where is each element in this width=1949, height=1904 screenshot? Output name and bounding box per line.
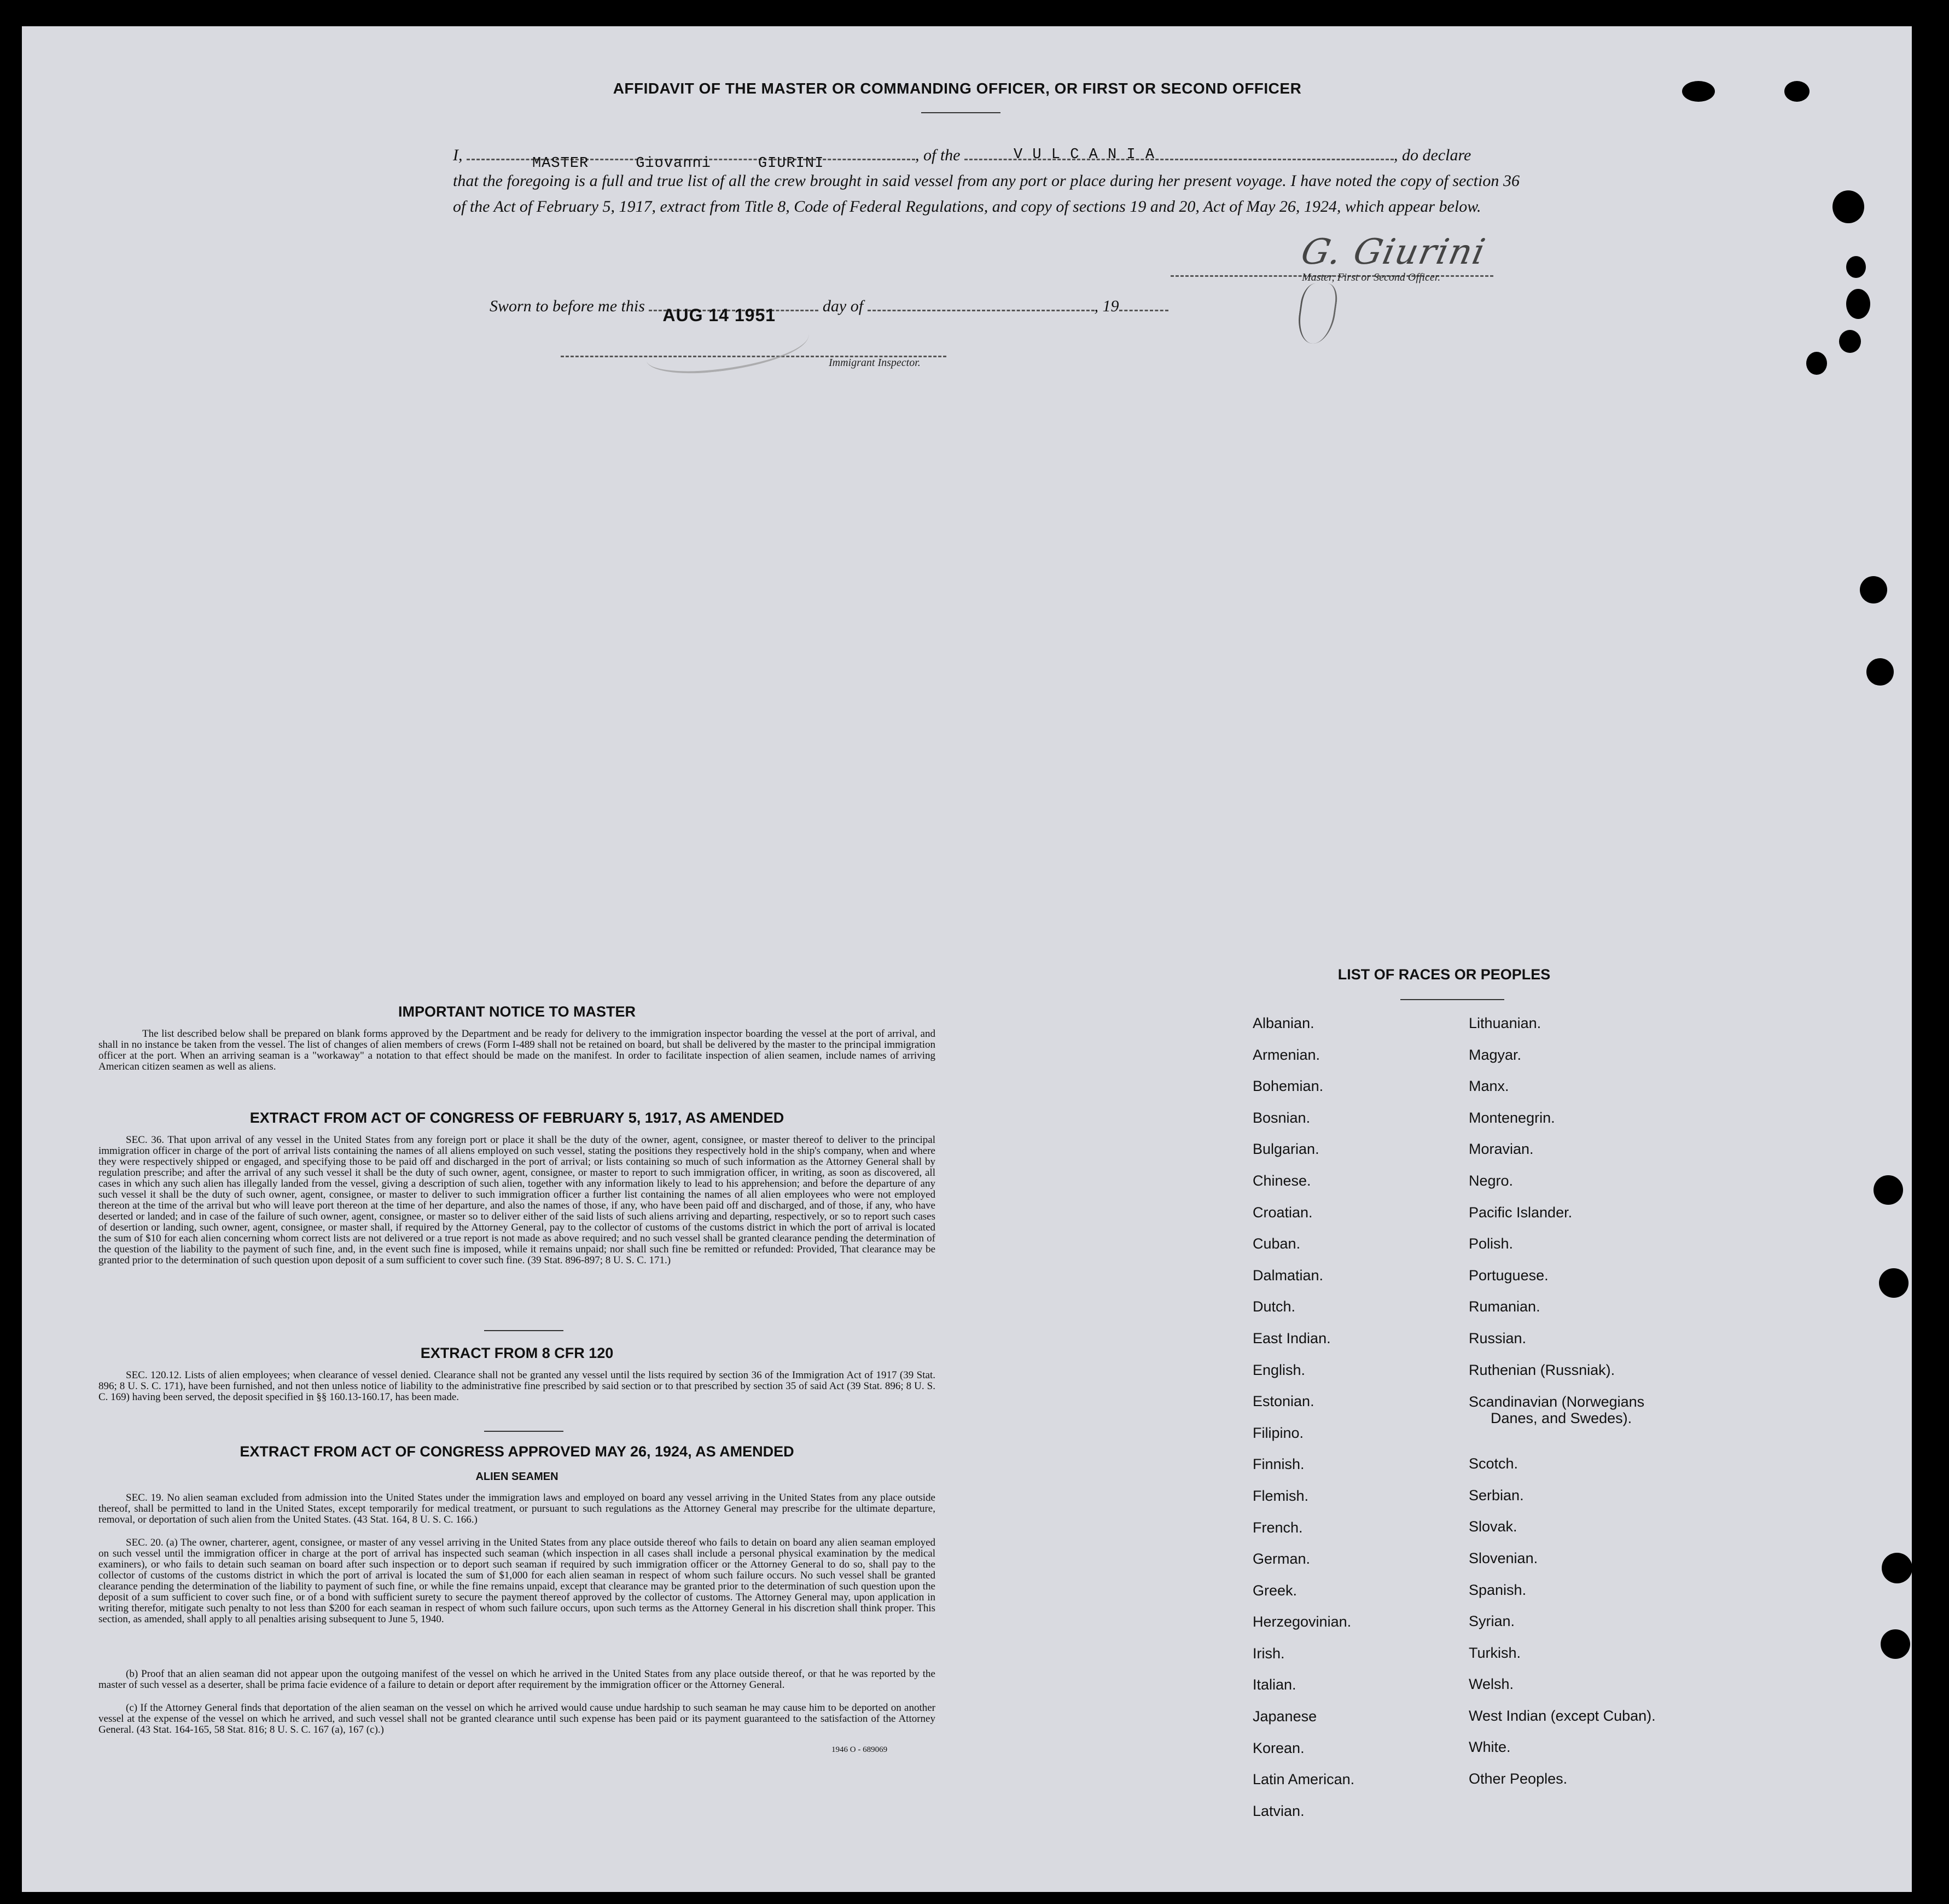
- race-list-item: Latin American.: [1253, 1771, 1355, 1788]
- race-list-item: Dutch.: [1253, 1298, 1296, 1315]
- sec-20b-text: (b) Proof that an alien seaman did not appear upon the outgoing manifest of the vessel on which he arrived in the United States from any place outside thereof, or that he was reported by the master of such vessel as a deserter, shall be prima facie evidence of a failure to detain or deport after requirement by the immigration officer or the Attorney General.: [98, 1668, 935, 1691]
- race-list-item: Albanian.: [1253, 1015, 1314, 1031]
- race-list-item: Manx.: [1469, 1078, 1509, 1095]
- race-list-item: Slovenian.: [1469, 1549, 1538, 1566]
- extract-cfr-title: EXTRACT FROM 8 CFR 120: [420, 1345, 614, 1361]
- race-list-item: Rumanian.: [1469, 1298, 1540, 1315]
- notice-title: IMPORTANT NOTICE TO MASTER: [398, 1003, 636, 1020]
- word-of-the: , of the: [915, 146, 961, 164]
- word-i: I,: [453, 146, 463, 164]
- race-list-item: Spanish.: [1469, 1581, 1527, 1598]
- race-list-item: Scandinavian (Norwegians: [1469, 1394, 1645, 1410]
- race-list-item: Moravian.: [1469, 1141, 1534, 1158]
- alien-seamen-subtitle: ALIEN SEAMEN: [475, 1471, 558, 1483]
- race-list-item: Italian.: [1253, 1676, 1296, 1693]
- declarant-field: [467, 155, 915, 172]
- punch-hole: [1784, 81, 1810, 102]
- day-of-label: day of: [822, 297, 864, 315]
- races-right-column: [1469, 1008, 1656, 1795]
- race-list-item: Portuguese.: [1469, 1267, 1549, 1284]
- race-list-item: Croatian.: [1253, 1204, 1313, 1221]
- race-list-item: Turkish.: [1469, 1644, 1521, 1661]
- race-list-item: Lithuanian.: [1469, 1015, 1541, 1031]
- document-page: [22, 26, 1912, 1892]
- punch-hole: [1874, 1175, 1903, 1205]
- race-list-item: Latvian.: [1253, 1802, 1305, 1819]
- race-list-item: East Indian.: [1253, 1330, 1331, 1346]
- race-list-item: Irish.: [1253, 1645, 1285, 1662]
- extract-1924-title: EXTRACT FROM ACT OF CONGRESS APPROVED MAY 26, 1924, AS AMENDED: [240, 1443, 794, 1460]
- race-list-item: Scotch.: [1469, 1455, 1519, 1472]
- race-list-item: Armenian.: [1253, 1046, 1320, 1063]
- race-list-item: Bosnian.: [1253, 1109, 1311, 1126]
- race-list-item: White.: [1469, 1739, 1511, 1756]
- year-label: , 19: [1094, 297, 1119, 315]
- races-left-column: [1253, 1008, 1354, 1827]
- race-list-item: Japanese: [1253, 1708, 1317, 1725]
- master-signature: G. Giurini: [1298, 232, 1490, 272]
- race-list-item: Bohemian.: [1253, 1078, 1324, 1095]
- sec-20c-text: (c) If the Attorney General finds that deportation of the alien seaman on the vessel on which he arrived would cause undue hardship to such seaman he may cause him to be deported on another vessel at the expense of the vessel on which he arrived, and such vessel shall not be granted clearance until such expense has been paid or its payment guaranteed to the satisfaction of the Attorney General. (43 Stat. 164-165, 58 Stat. 816; 8 U. S. C. 167 (a), 167 (c).): [98, 1702, 935, 1735]
- affidavit-body: [453, 142, 1520, 219]
- races-title: LIST OF RACES OR PEOPLES: [1337, 966, 1551, 983]
- race-list-item: Danes, and Swedes).: [1491, 1410, 1632, 1427]
- year-field: [1119, 310, 1168, 311]
- race-list-item: Syrian.: [1469, 1613, 1515, 1630]
- race-list-item: Pacific Islander.: [1469, 1204, 1573, 1221]
- race-list-item: Chinese.: [1253, 1172, 1311, 1189]
- sworn-date-field: [649, 305, 818, 325]
- punch-hole: [1882, 1553, 1912, 1583]
- declarant-name: MASTER Giovanni GIURINI: [532, 155, 824, 172]
- sworn-label: Sworn to before me this: [490, 297, 645, 315]
- punch-hole: [1846, 256, 1866, 278]
- affidavit-line-1: [453, 142, 1520, 172]
- divider: [484, 1330, 563, 1331]
- race-list-item: German.: [1253, 1551, 1311, 1568]
- punch-hole: [1832, 190, 1864, 223]
- divider: [484, 1431, 563, 1432]
- affidavit-statement: that the foregoing is a full and true list of all the crew brought in said vessel from any port or place during her present voyage. I have noted the copy of section 36 of the Act of February 5, 1917, extract from Title 8, Code of Federal Regulations, and copy of sections 19 and 20, Act of May 26, 1924, which appear below.: [453, 172, 1520, 216]
- race-list-item: Magyar.: [1469, 1046, 1522, 1063]
- race-list-item: Estonian.: [1253, 1393, 1314, 1410]
- affidavit-title: AFFIDAVIT OF THE MASTER OR COMMANDING OFFICER, OR FIRST OR SECOND OFFICER: [613, 80, 1302, 97]
- extract-1917-text: SEC. 36. That upon arrival of any vessel in the United States from any foreign port or place it shall be the duty of the owner, agent, consignee, or master thereof to deliver to the principal immigration officer in charge of the port of arrival lists containing the names of all aliens employed on such vessel, stating the positions they respectively hold in the ship's company, when and where they were respectively shipped or engaged, and specifying those to be paid off and discharged in the port of arrival; or lists containing so much of such information as the Attorney General shall by regulation prescribe; and after the arrival of any such vessel it shall be the duty of such owner, agent, consignee, or master to report to such immigration officer, in writing, as soon as discovered, all cases in which any such alien has illegally landed from the vessel, giving a description of such alien, together with any information likely to lead to his apprehension; and before the departure of any such vessel it shall be the duty of such owner, agent, consignee, or master to deliver to such immigration officer a further list containing the names of all alien employees who were not employed thereon at the time of the arrival but who will leave port thereon at the time of her departure, and also the names of those, if any, who have been paid off and discharged, and of those, if any, who have deserted or landed; and in case of the failure of such owner, agent, consignee, or master so to deliver either of the said lists of such aliens arriving and departing, respectively, or so to report such cases of desertion or landing, such owner, agent, consignee, or master shall, if required by the Attorney General, pay to the collector of customs of the customs district in which the port of arrival is located the sum of $10 for each alien concerning whom correct lists are not delivered or a true report is not made as above required; and no such vessel shall be granted clearance pending the determination of the question of the liability to the payment of such fine, and, in the event such fine is imposed, while it remains unpaid; nor shall such fine be remitted or refunded: Provided, That clearance may be granted prior to the determination of such question upon deposit of a sum sufficient to cover such fine. (39 Stat. 896-897; 8 U. S. C. 171.): [98, 1134, 935, 1266]
- notice-text: The list described below shall be prepared on blank forms approved by the Department and be ready for delivery to the immigration inspector boarding the vessel at the port of arrival, and shall in no instance be taken from the vessel. The list of changes of alien members of crews (Form I-489 shall not be retained on board, but shall be delivered by the master to the principal immigration officer at the port. When an arriving seaman is a "workaway" a notation to that effect should be made on the manifest. In order to facilitate inspection of alien seamen, include names of arriving American citizen seamen as well as aliens.: [98, 1028, 935, 1072]
- races-title-underline: [1400, 999, 1504, 1000]
- punch-hole: [1879, 1268, 1909, 1298]
- race-list-item: Dalmatian.: [1253, 1267, 1324, 1284]
- race-list-item: Russian.: [1469, 1330, 1527, 1346]
- master-signature-caption: Master, First or Second Officer.: [1302, 271, 1441, 283]
- punch-hole: [1846, 289, 1870, 319]
- race-list-item: French.: [1253, 1519, 1303, 1536]
- race-list-item: Other Peoples.: [1469, 1771, 1568, 1787]
- race-list-item: Greek.: [1253, 1582, 1298, 1599]
- signature-flourish: [1295, 283, 1339, 344]
- race-list-item: Polish.: [1469, 1235, 1514, 1252]
- extract-cfr-text: SEC. 120.12. Lists of alien employees; when clearance of vessel denied. Clearance shall not be granted any vessel until the lists required by section 36 of the Immigration Act of 1917 (39 Stat. 896; 8 U. S. C. 171), have been furnished, and not then unless notice of liability to the administrative fine prescribed by said section or to that prescribed by section 35 of said Act (39 Stat. 896; 8 U. S. C. 169) having been served, the deposit specified in §§ 160.13-160.17, has been made.: [98, 1369, 935, 1403]
- inspector-caption: Immigrant Inspector.: [829, 357, 921, 369]
- race-list-item: Ruthenian (Russniak).: [1469, 1361, 1615, 1378]
- month-field: [868, 310, 1095, 311]
- punch-hole: [1881, 1629, 1910, 1659]
- print-code: 1946 O - 689069: [831, 1745, 888, 1754]
- race-list-item: Negro.: [1469, 1172, 1514, 1189]
- extract-1917-title: EXTRACT FROM ACT OF CONGRESS OF FEBRUARY 5, 1917, AS AMENDED: [249, 1110, 784, 1126]
- race-list-item: Cuban.: [1253, 1235, 1301, 1252]
- vessel-field: [964, 147, 1394, 163]
- race-list-item: Montenegrin.: [1469, 1109, 1555, 1126]
- sworn-date-stamp: AUG 14 1951: [662, 305, 776, 325]
- race-list-item: West Indian (except Cuban).: [1469, 1707, 1656, 1724]
- race-list-item: Serbian.: [1469, 1487, 1524, 1504]
- sworn-line: [490, 297, 1283, 325]
- race-list-item: Filipino.: [1253, 1424, 1304, 1441]
- race-list-item: English.: [1253, 1361, 1306, 1378]
- vessel-name: V U L C A N I A: [1014, 147, 1155, 163]
- race-list-item: Slovak.: [1469, 1518, 1517, 1535]
- punch-hole: [1866, 658, 1894, 686]
- title-underline: [921, 112, 1000, 113]
- race-list-item: Korean.: [1253, 1739, 1305, 1756]
- sec-19-text: SEC. 19. No alien seaman excluded from admission into the United States under the immigration laws and employed on board any vessel arriving in the United States from any place outside thereof, shall be permitted to land in the United States, except temporarily for medical treatment, or pursuant to such regulations as the Attorney General may prescribe for the ultimate departure, removal, or deportation of such alien from the United States. (43 Stat. 164, 8 U. S. C. 166.): [98, 1492, 935, 1525]
- race-list-item: Flemish.: [1253, 1487, 1309, 1504]
- race-list-item: Welsh.: [1469, 1676, 1514, 1693]
- sec-20a-text: SEC. 20. (a) The owner, charterer, agent, consignee, or master of any vessel arriving in the United States from any place outside thereof who fails to detain on board any alien seaman employed on such vessel until the immigration officer in charge at the port of arrival has inspected such seaman (which inspection in all cases shall include a personal physical examination by the medical examiners), or who fails to detain such seaman on board after such inspection or to deport such seaman if required by such immigration officer or the Attorney General to do so, shall pay to the collector of customs of the customs district in which the port of arrival is located the sum of $1,000 for each alien seaman in respect of whom such failure occurs. No such vessel shall be granted clearance pending the determination of the liability to payment of such fine, or while the fine remains unpaid, except that clearance may be granted prior to the determination of such question upon the deposit of a sum sufficient to cover such fine, or of a bond with sufficient surety to secure the payment thereof approved by the collector of customs. The Attorney General may, upon application in writing therefor, mitigate such penalty to not less than $200 for each seaman in respect of whom such failure occurs, upon such terms as the Attorney General in his discretion shall think proper. This section, as amended, shall apply to all penalties arising subsequent to June 5, 1940.: [98, 1537, 935, 1625]
- word-do-declare: , do declare: [1394, 146, 1471, 164]
- race-list-item: Finnish.: [1253, 1456, 1305, 1473]
- punch-hole: [1682, 81, 1715, 102]
- punch-hole: [1860, 576, 1887, 603]
- punch-hole: [1806, 352, 1827, 375]
- race-list-item: Bulgarian.: [1253, 1141, 1319, 1158]
- race-list-item: Herzegovinian.: [1253, 1613, 1352, 1630]
- punch-hole: [1839, 330, 1861, 353]
